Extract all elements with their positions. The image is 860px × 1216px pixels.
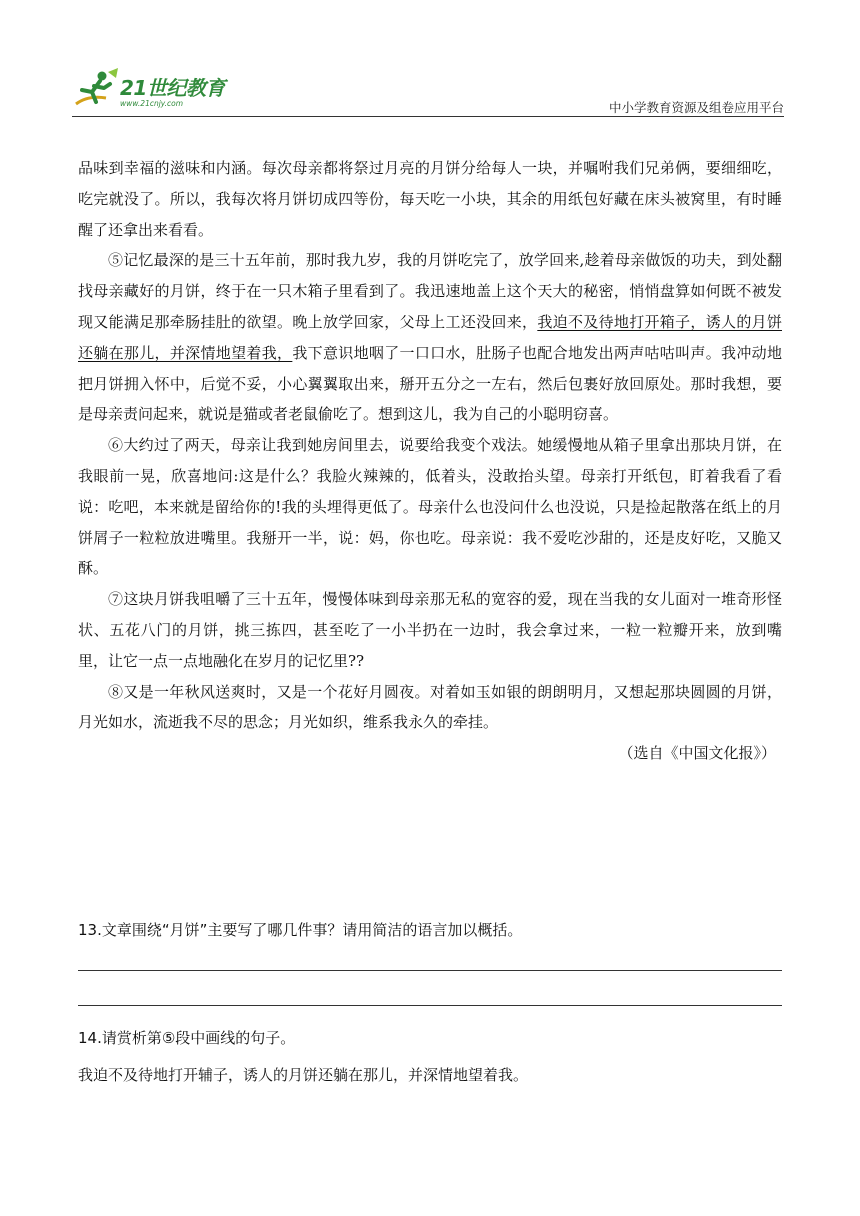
paragraph-4-continued: 品味到幸福的滋味和内涵。每次母亲都将祭过月亮的月饼分给每人一块，并嘱咐我们兄弟俩，要细细吃，吃完就没了。所以，我每次将月饼切成四等份，每天吃一小块，其余的用纸包好藏在床头被窝里，有时睡醒了还拿出来看看。	[78, 159, 782, 239]
logo-url: www.21cnjy.com	[120, 99, 184, 108]
site-logo	[72, 68, 262, 112]
paragraph-5-after: 我下意识地咽了一口口水，肚肠子也配合地发出两声咕咕叫声。我冲动地把月饼拥入怀中，后觉不妥，小心翼翼取出来，掰开五分之一左右，然后包裹好放回原处。那时我想，要是母亲责问起来，就说是猫或者老鼠偷吃了。想到这儿，我为自己的小聪明窃喜。	[78, 343, 782, 424]
page-header	[72, 66, 784, 117]
paragraph-7: ⑦这块月饼我咀嚼了三十五年，慢慢体味到母亲那无私的宽容的爱，现在当我的女儿面对一堆奇形怪状、五花八门的月饼，挑三拣四，甚至吃了一小半扔在一边时，我会拿过来，一粒一粒瓣开来，放到嘴里，让它一点一点地融化在岁月的记忆里??	[78, 590, 782, 670]
question-14-sentence: 我迫不及待地打开辅子，诱人的月饼还躺在那儿，并深情地望着我。	[78, 1066, 529, 1084]
logo-text: 21世纪教育	[120, 76, 225, 100]
answer-line-2	[78, 1005, 782, 1006]
answer-line-1	[78, 970, 782, 971]
article-source: （选自《中国文化报》）	[618, 744, 776, 763]
paragraph-5	[78, 245, 782, 430]
question-14: 14.请赏析第⑤段中画线的句子。	[78, 1029, 296, 1047]
paragraph-8: ⑧又是一年秋风送爽时，又是一个花好月圆夜。对着如玉如银的朗朗明月，又想起那块圆圆的月饼，月光如水，流逝我不尽的思念；月光如织，维系我永久的牵挂。	[78, 682, 782, 732]
article-body	[78, 153, 782, 769]
runner-logo-icon	[72, 68, 120, 112]
paragraph-5-before: ⑤记忆最深的是三十五年前，那时我九岁，我的月饼吃完了，放学回来,趁着母亲做饭的功夫，到处翻找母亲藏好的月饼，终于在一只木箱子里看到了。我迅速地盖上这个天大的秘密，悄悄盘算如何既不被发现又能满足那牵肠挂肚的欲望。晚上放学回家，父母上工还没回来，	[78, 251, 782, 331]
question-13: 13.文章围绕“月饼”主要写了哪几件事？请用简洁的语言加以概括。	[78, 921, 523, 939]
paragraph-6: ⑥大约过了两天，母亲让我到她房间里去，说要给我变个戏法。她缓慢地从箱子里拿出那块月饼，在我眼前一晃，欣喜地问:这是什么？我脸火辣辣的，低着头，没敢抬头望。母亲打开纸包，盯着我看了看说：吃吧，本来就是留给你的!我的头埋得更低了。母亲什么也没问什么也没说，只是捡起散落在纸上的月饼屑子一粒粒放进嘴里。我掰开一半，说：妈，你也吃。母亲说：我不爱吃沙甜的，还是皮好吃，又脆又酥。	[78, 436, 782, 578]
platform-name: 中小学教育资源及组卷应用平台	[608, 100, 784, 115]
underlined-sentence: 我迫不及待地打开箱子，诱人的月饼还躺在那儿，并深情地望着我，	[78, 312, 782, 362]
